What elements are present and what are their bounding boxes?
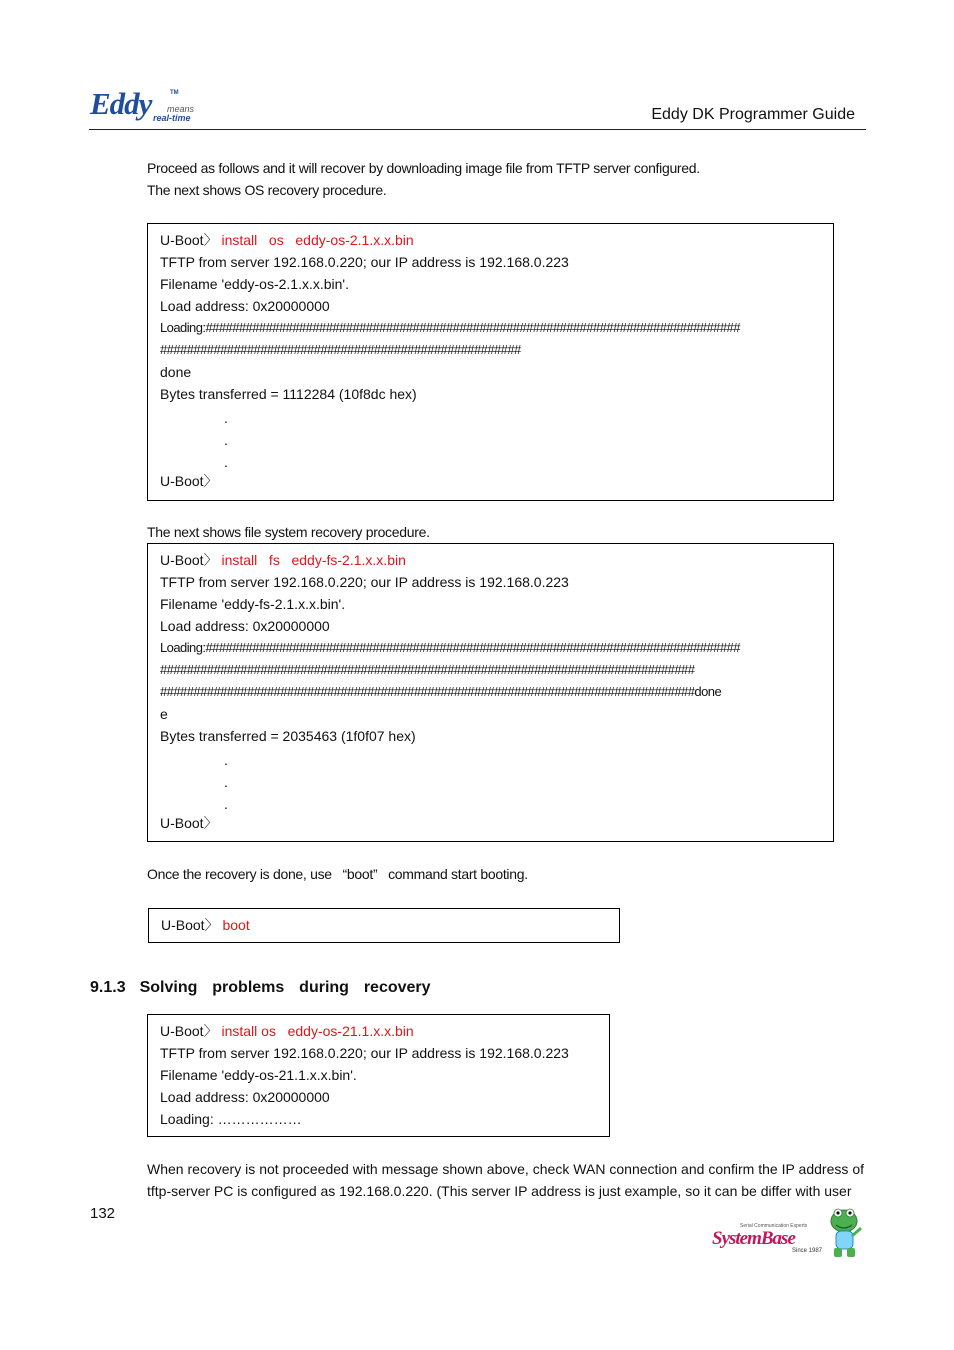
closing-paragraph: When recovery is not proceeded with message shown above, check WAN connection and confirm the IP address of tftp-server PC is configured as 192.168.0.220. (This server IP address is just example, so it can be differ with user — [147, 1161, 864, 1199]
console-command: boot — [222, 917, 250, 933]
console-line: TFTP from server 192.168.0.220; our IP address is 192.168.0.223 — [160, 254, 569, 270]
console-line: Filename 'eddy-os-2.1.x.x.bin'. — [160, 276, 349, 292]
console-command: install os eddy-os-21.1.x.x.bin — [221, 1023, 414, 1039]
section-title: Solving problems during recovery — [139, 979, 431, 996]
console-line: Filename 'eddy-os-21.1.x.x.bin'. — [160, 1067, 357, 1083]
console-line: U-Boot〉 install os eddy-os-2.1.x.x.bin — [160, 232, 414, 248]
logo-word: Eddy — [90, 86, 152, 121]
console-line: Load address: 0x20000000 — [160, 618, 330, 634]
console-line: ################################################################################done — [160, 684, 722, 699]
brand-since: Since 1987 — [792, 1248, 823, 1254]
ellipsis-dot: . — [224, 410, 228, 426]
ellipsis-dot: . — [224, 432, 228, 448]
logo-tm: TM — [170, 90, 179, 96]
console-line: ###################################################### — [160, 342, 521, 357]
console-line: Loading: ……………… — [160, 1111, 302, 1127]
intro-line-2: The next shows OS recovery procedure. — [147, 182, 387, 198]
eddy-logo — [90, 86, 210, 126]
error-console — [147, 1014, 610, 1137]
console-command: install fs eddy-fs-2.1.x.x.bin — [221, 552, 406, 568]
console-line: U-Boot〉 — [160, 815, 218, 831]
console-line: TFTP from server 192.168.0.220; our IP address is 192.168.0.223 — [160, 1045, 569, 1061]
ellipsis-dot: . — [224, 752, 228, 768]
console-line: e — [160, 706, 168, 722]
fs-caption: The next shows file system recovery procedure. — [147, 524, 430, 540]
console-line: done — [160, 364, 192, 380]
section-number: 9.1.3 — [90, 979, 126, 996]
header-divider — [89, 129, 866, 130]
brand-tagline: Serial Communication Experts — [740, 1223, 808, 1229]
logo-realtime: real-time — [153, 113, 191, 123]
boot-caption: Once the recovery is done, use “boot” command start booting. — [147, 866, 528, 882]
console-line: Load address: 0x20000000 — [160, 1089, 330, 1105]
console-command: install os eddy-os-2.1.x.x.bin — [221, 232, 414, 248]
ellipsis-dot: . — [224, 796, 228, 812]
console-line: Filename 'eddy-fs-2.1.x.x.bin'. — [160, 596, 346, 612]
systembase-logo — [712, 1203, 862, 1261]
section-heading — [90, 979, 445, 997]
console-line: Loading:################################################################################ — [160, 320, 740, 335]
console-line: U-Boot〉 boot — [161, 917, 250, 933]
intro-line-1: Proceed as follows and it will recover by downloading image file from TFTP server configured. — [147, 160, 700, 176]
console-line: Bytes transferred = 2035463 (1f0f07 hex) — [160, 728, 416, 744]
fs-recovery-console — [147, 543, 834, 842]
console-line: U-Boot〉 — [160, 473, 218, 489]
logo-means: means — [167, 104, 195, 114]
console-line: U-Boot〉 install os eddy-os-21.1.x.x.bin — [160, 1023, 414, 1039]
console-line: Loading:################################################################################ — [160, 640, 740, 655]
console-line: ################################################################################ — [160, 662, 695, 677]
brand-name: SystemBase — [712, 1228, 795, 1249]
ellipsis-dot: . — [224, 454, 228, 470]
console-line: U-Boot〉 install fs eddy-fs-2.1.x.x.bin — [160, 552, 406, 568]
console-line: TFTP from server 192.168.0.220; our IP address is 192.168.0.223 — [160, 574, 569, 590]
page-number: 132 — [90, 1205, 116, 1222]
console-line: Load address: 0x20000000 — [160, 298, 330, 314]
console-line: Bytes transferred = 1112284 (10f8dc hex) — [160, 386, 417, 402]
document-title: Eddy DK Programmer Guide — [651, 106, 855, 123]
os-recovery-console — [147, 223, 834, 501]
ellipsis-dot: . — [224, 774, 228, 790]
boot-console — [148, 908, 620, 943]
